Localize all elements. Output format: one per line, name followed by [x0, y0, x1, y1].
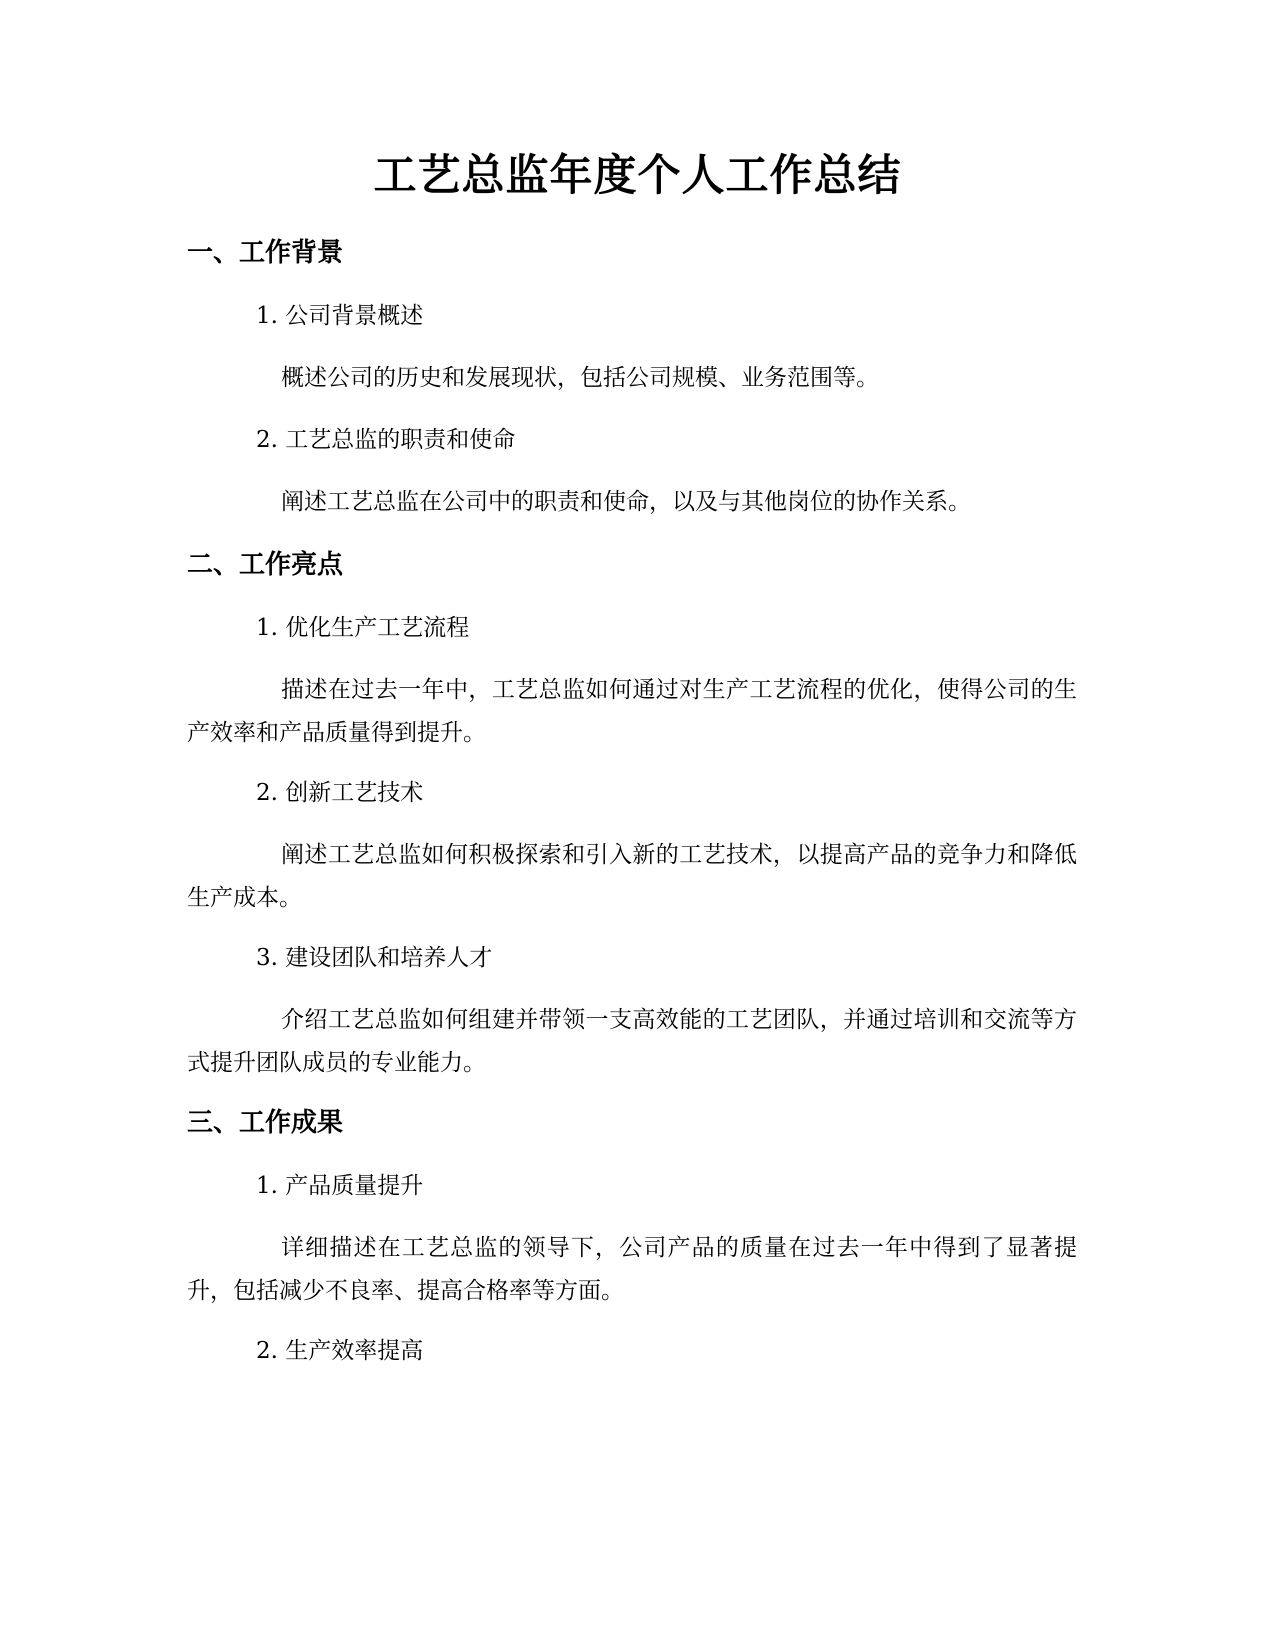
paragraph-director-duties: 阐述工艺总监在公司中的职责和使命，以及与其他岗位的协作关系。 [281, 489, 971, 515]
paragraph-optimize-process: 描述在过去一年中，工艺总监如何通过对生产工艺流程的优化，使得公司的生产效率和产品质量得到提升。 [187, 677, 1077, 746]
paragraph-company-background: 概述公司的历史和发展现状，包括公司规模、业务范围等。 [281, 365, 879, 391]
item-heading-optimize-process: 1. 优化生产工艺流程 [256, 615, 470, 641]
item-heading-director-duties: 2. 工艺总监的职责和使命 [256, 427, 516, 453]
paragraph-build-team: 介绍工艺总监如何组建并带领一支高效能的工艺团队，并通过培训和交流等方式提升团队成员的专业能力。 [187, 1007, 1077, 1076]
item-heading-quality-improvement: 1. 产品质量提升 [256, 1173, 424, 1199]
item-heading-company-background: 1. 公司背景概述 [256, 303, 424, 329]
item-heading-efficiency-improvement: 2. 生产效率提高 [256, 1338, 424, 1364]
item-heading-build-team: 3. 建设团队和培养人才 [256, 945, 493, 971]
section-heading-work-results: 三、工作成果 [187, 1108, 344, 1138]
document-title: 工艺总监年度个人工作总结 [373, 151, 902, 201]
paragraph-innovate-tech: 阐述工艺总监如何积极探索和引入新的工艺技术，以提高产品的竞争力和降低生产成本。 [187, 842, 1077, 911]
item-heading-innovate-tech: 2. 创新工艺技术 [256, 780, 424, 806]
paragraph-quality-improvement: 详细描述在工艺总监的领导下，公司产品的质量在过去一年中得到了显著提升，包括减少不良率、提高合格率等方面。 [187, 1235, 1077, 1304]
section-heading-work-highlights: 二、工作亮点 [187, 550, 344, 580]
section-heading-work-background: 一、工作背景 [187, 238, 344, 268]
